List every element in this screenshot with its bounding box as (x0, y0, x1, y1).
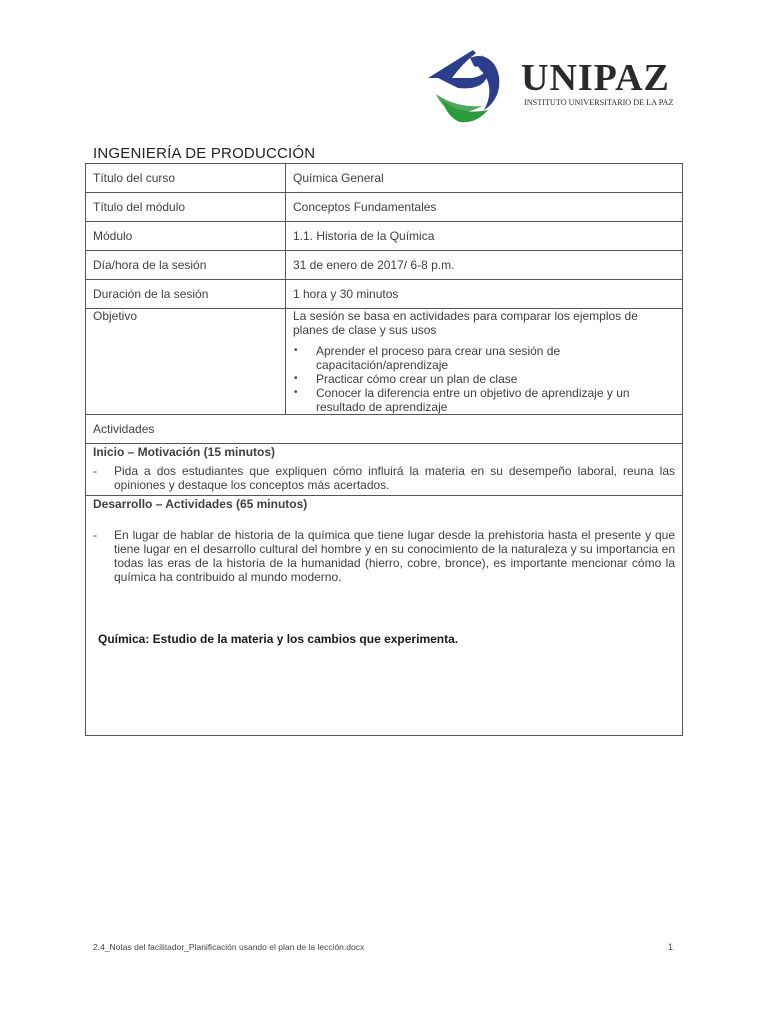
table-row (86, 415, 683, 444)
session-date-label: Día/hora de la sesión (86, 251, 286, 280)
table-row (86, 222, 683, 251)
list-item (293, 372, 675, 386)
module-label: Módulo (86, 222, 286, 251)
course-title-label: Título del curso (86, 164, 286, 193)
dash-marker: - (93, 528, 97, 542)
activities-label: Actividades (86, 415, 683, 444)
logo-wordmark: UNIPAZ (521, 57, 670, 99)
logo-subtitle: INSTITUTO UNIVERSITARIO DE LA PAZ (524, 98, 674, 107)
desarrollo-title: Desarrollo – Actividades (65 minutos) (93, 497, 308, 511)
bullet-icon: • (294, 373, 298, 384)
table-row (86, 280, 683, 309)
inicio-section (86, 444, 683, 496)
objective-intro: La sesión se basa en actividades para comparar los ejemplos de planes de clase y sus usos (293, 309, 638, 337)
bullet-text: Practicar cómo crear un plan de clase (316, 372, 518, 386)
session-duration-label: Duración de la sesión (86, 280, 286, 309)
objective-bullets (293, 344, 675, 414)
inicio-item (93, 464, 675, 492)
table-row (86, 496, 683, 736)
module-value: 1.1. Historia de la Química (286, 222, 683, 251)
list-item (293, 344, 675, 372)
spacer (93, 516, 675, 528)
dash-marker: - (93, 464, 97, 478)
table-row (86, 309, 683, 415)
desarrollo-text: En lugar de hablar de historia de la química que tiene lugar desde la prehistoria hasta el presente y que tiene lugar en el desarrollo cultural del hombre y en su conocimiento de la naturaleza y su importancia en todas las eras de la historia de la humanidad (hierro, cobre, bronce), es importante mencionar cómo la química ha contribuido al mundo moderno. (114, 528, 675, 584)
chemistry-definition: Química: Estudio de la materia y los cambios que experimenta. (98, 632, 459, 646)
list-item (293, 386, 675, 414)
program-heading: INGENIERÍA DE PRODUCCIÓN (93, 145, 316, 162)
bullet-text: Conocer la diferencia entre un objetivo de aprendizaje y un resultado de aprendizaje (316, 386, 630, 414)
table-row (86, 251, 683, 280)
footer-filename: 2.4_Notas del facilitador_Planificación usando el plan de la lección.docx (93, 942, 365, 952)
session-duration-value: 1 hora y 30 minutos (286, 280, 683, 309)
module-title-value: Conceptos Fundamentales (286, 193, 683, 222)
desarrollo-item (93, 528, 675, 584)
session-date-value: 31 de enero de 2017/ 6-8 p.m. (286, 251, 683, 280)
bullet-text: Aprender el proceso para crear una sesión de capacitación/aprendizaje (316, 344, 561, 372)
table-row (86, 164, 683, 193)
page-number: 1 (668, 942, 674, 952)
table-row (86, 193, 683, 222)
objective-content (286, 309, 683, 415)
objective-label: Objetivo (86, 309, 286, 415)
table-row (86, 444, 683, 496)
course-title-value: Química General (286, 164, 683, 193)
bullet-icon: • (294, 345, 298, 356)
inicio-title: Inicio – Motivación (15 minutos) (93, 445, 276, 459)
inicio-text: Pida a dos estudiantes que expliquen cómo influirá la materia en su desempeño laboral, reuna las opiniones y destaque los conceptos más acertados. (114, 464, 675, 492)
bullet-icon: • (294, 387, 298, 398)
desarrollo-section (86, 496, 683, 736)
module-title-label: Título del módulo (86, 193, 286, 222)
lesson-plan-table (85, 163, 683, 736)
dove-logo-icon (428, 48, 518, 128)
unipaz-logo (428, 48, 678, 128)
